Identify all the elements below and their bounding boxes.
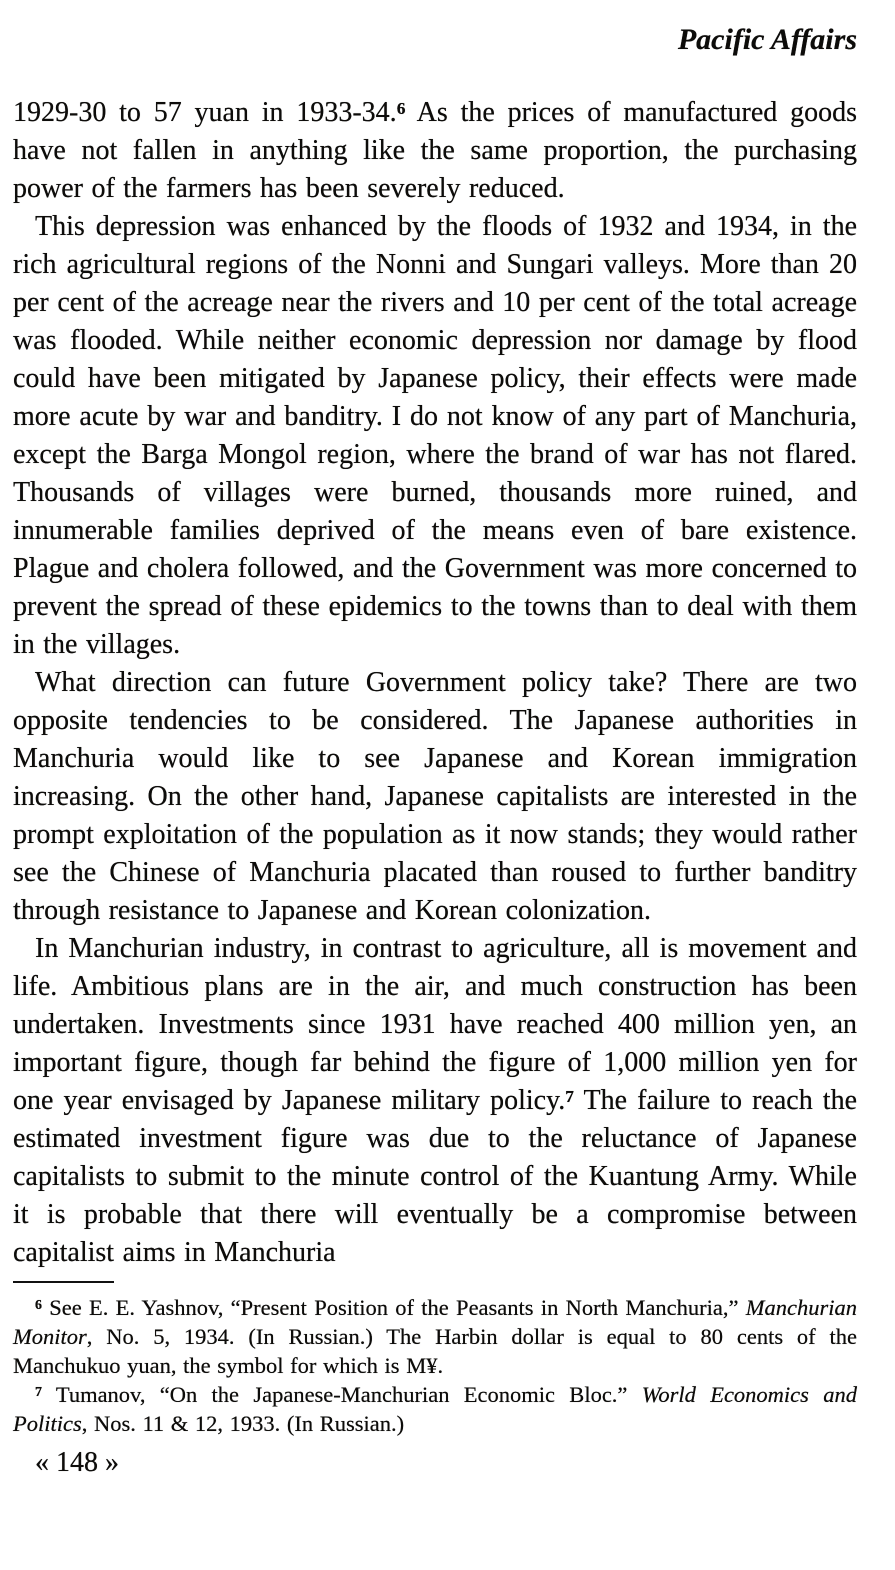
- footnote-7-text: Tumanov, “On the Japanese-Manchurian Economic Bloc.”: [41, 1382, 642, 1407]
- paragraph-2-text: This depression was enhanced by the floods of 1932 and 1934, in the rich agricultural regions of the Nonni and Sungari valleys. More than 20 per cent of the acreage near the rivers and 10 per cent of the total acreage was flooded. While neither economic depression nor damage by flood could have been mitigated by Japanese policy, their effects were made more acute by war and banditry. I do not know of any part of Manchuria, except the Barga Mongol region, where the brand of war has not flared. Thousands of villages were burned, thousands more ruined, and innumerable families deprived of the means even of bare existence. Plague and cholera followed, and the Government was more concerned to prevent the spread of these epidemics to the towns than to deal with them in the villages.: [13, 211, 857, 660]
- paragraph-1-text-cont: As the prices of manufactured goods have not fallen in anything like the same proportion, the purchasing power of the farmers has been severely reduced.: [13, 97, 857, 204]
- footnote-ref-7: 7: [565, 1087, 574, 1106]
- paragraph-2: [13, 208, 857, 664]
- footnote-6-text-cont: , No. 5, 1934. (In Russian.) The Harbin dollar is equal to 80 cents of the Manchukuo yuan, the symbol for which is M¥.: [13, 1324, 857, 1378]
- footnote-6-source-title: Manchurian Monitor: [13, 1295, 857, 1349]
- paragraph-1: [13, 94, 857, 208]
- paragraph-3: [13, 664, 857, 930]
- page-number: « 148 »: [35, 1447, 119, 1478]
- footnote-7-source-title: World Economics and Politics: [13, 1382, 857, 1436]
- paragraph-4: [13, 930, 857, 1272]
- footnote-7-marker: 7: [35, 1385, 42, 1400]
- paragraph-3-text: What direction can future Government policy take? There are two opposite tendencies to be considered. The Japanese authorities in Manchuria would like to see Japanese and Korean immigration increasing. On the other hand, Japanese capitalists are interested in the prompt exploitation of the population as it now stands; they would rather see the Chinese of Manchuria placated than roused to further banditry through resistance to Japanese and Korean colonization.: [13, 667, 857, 926]
- running-head: [13, 22, 857, 58]
- page-body: [13, 94, 857, 1272]
- footnote-6: [13, 1293, 857, 1380]
- paragraph-4-text: In Manchurian industry, in contrast to agriculture, all is movement and life. Ambitious plans are in the air, and much construction has been undertaken. Investments since 1931 have reached 400 million yen, an important figure, though far behind the figure of 1,000 million yen for one year envisaged by Japanese military policy.: [13, 933, 857, 1116]
- footnote-7-text-cont: , Nos. 11 & 12, 1933. (In Russian.): [81, 1411, 405, 1436]
- footnotes-section: [13, 1281, 857, 1438]
- paragraph-4-text-cont: The failure to reach the estimated investment figure was due to the reluctance of Japanese capitalists to submit to the minute control of the Kuantung Army. While it is probable that there will eventually be a compromise between capitalist aims in Manchuria: [13, 1085, 857, 1268]
- footnote-divider: [13, 1281, 114, 1283]
- footnote-ref-6: 6: [396, 99, 406, 118]
- footnote-6-marker: 6: [35, 1298, 42, 1313]
- journal-title: Pacific Affairs: [677, 23, 857, 56]
- footnote-7: [13, 1380, 857, 1438]
- paragraph-1-text: 1929-30 to 57 yuan in 1933-34.: [13, 97, 397, 128]
- footnote-6-text: See E. E. Yashnov, “Present Position of the Peasants in North Manchuria,”: [41, 1295, 746, 1320]
